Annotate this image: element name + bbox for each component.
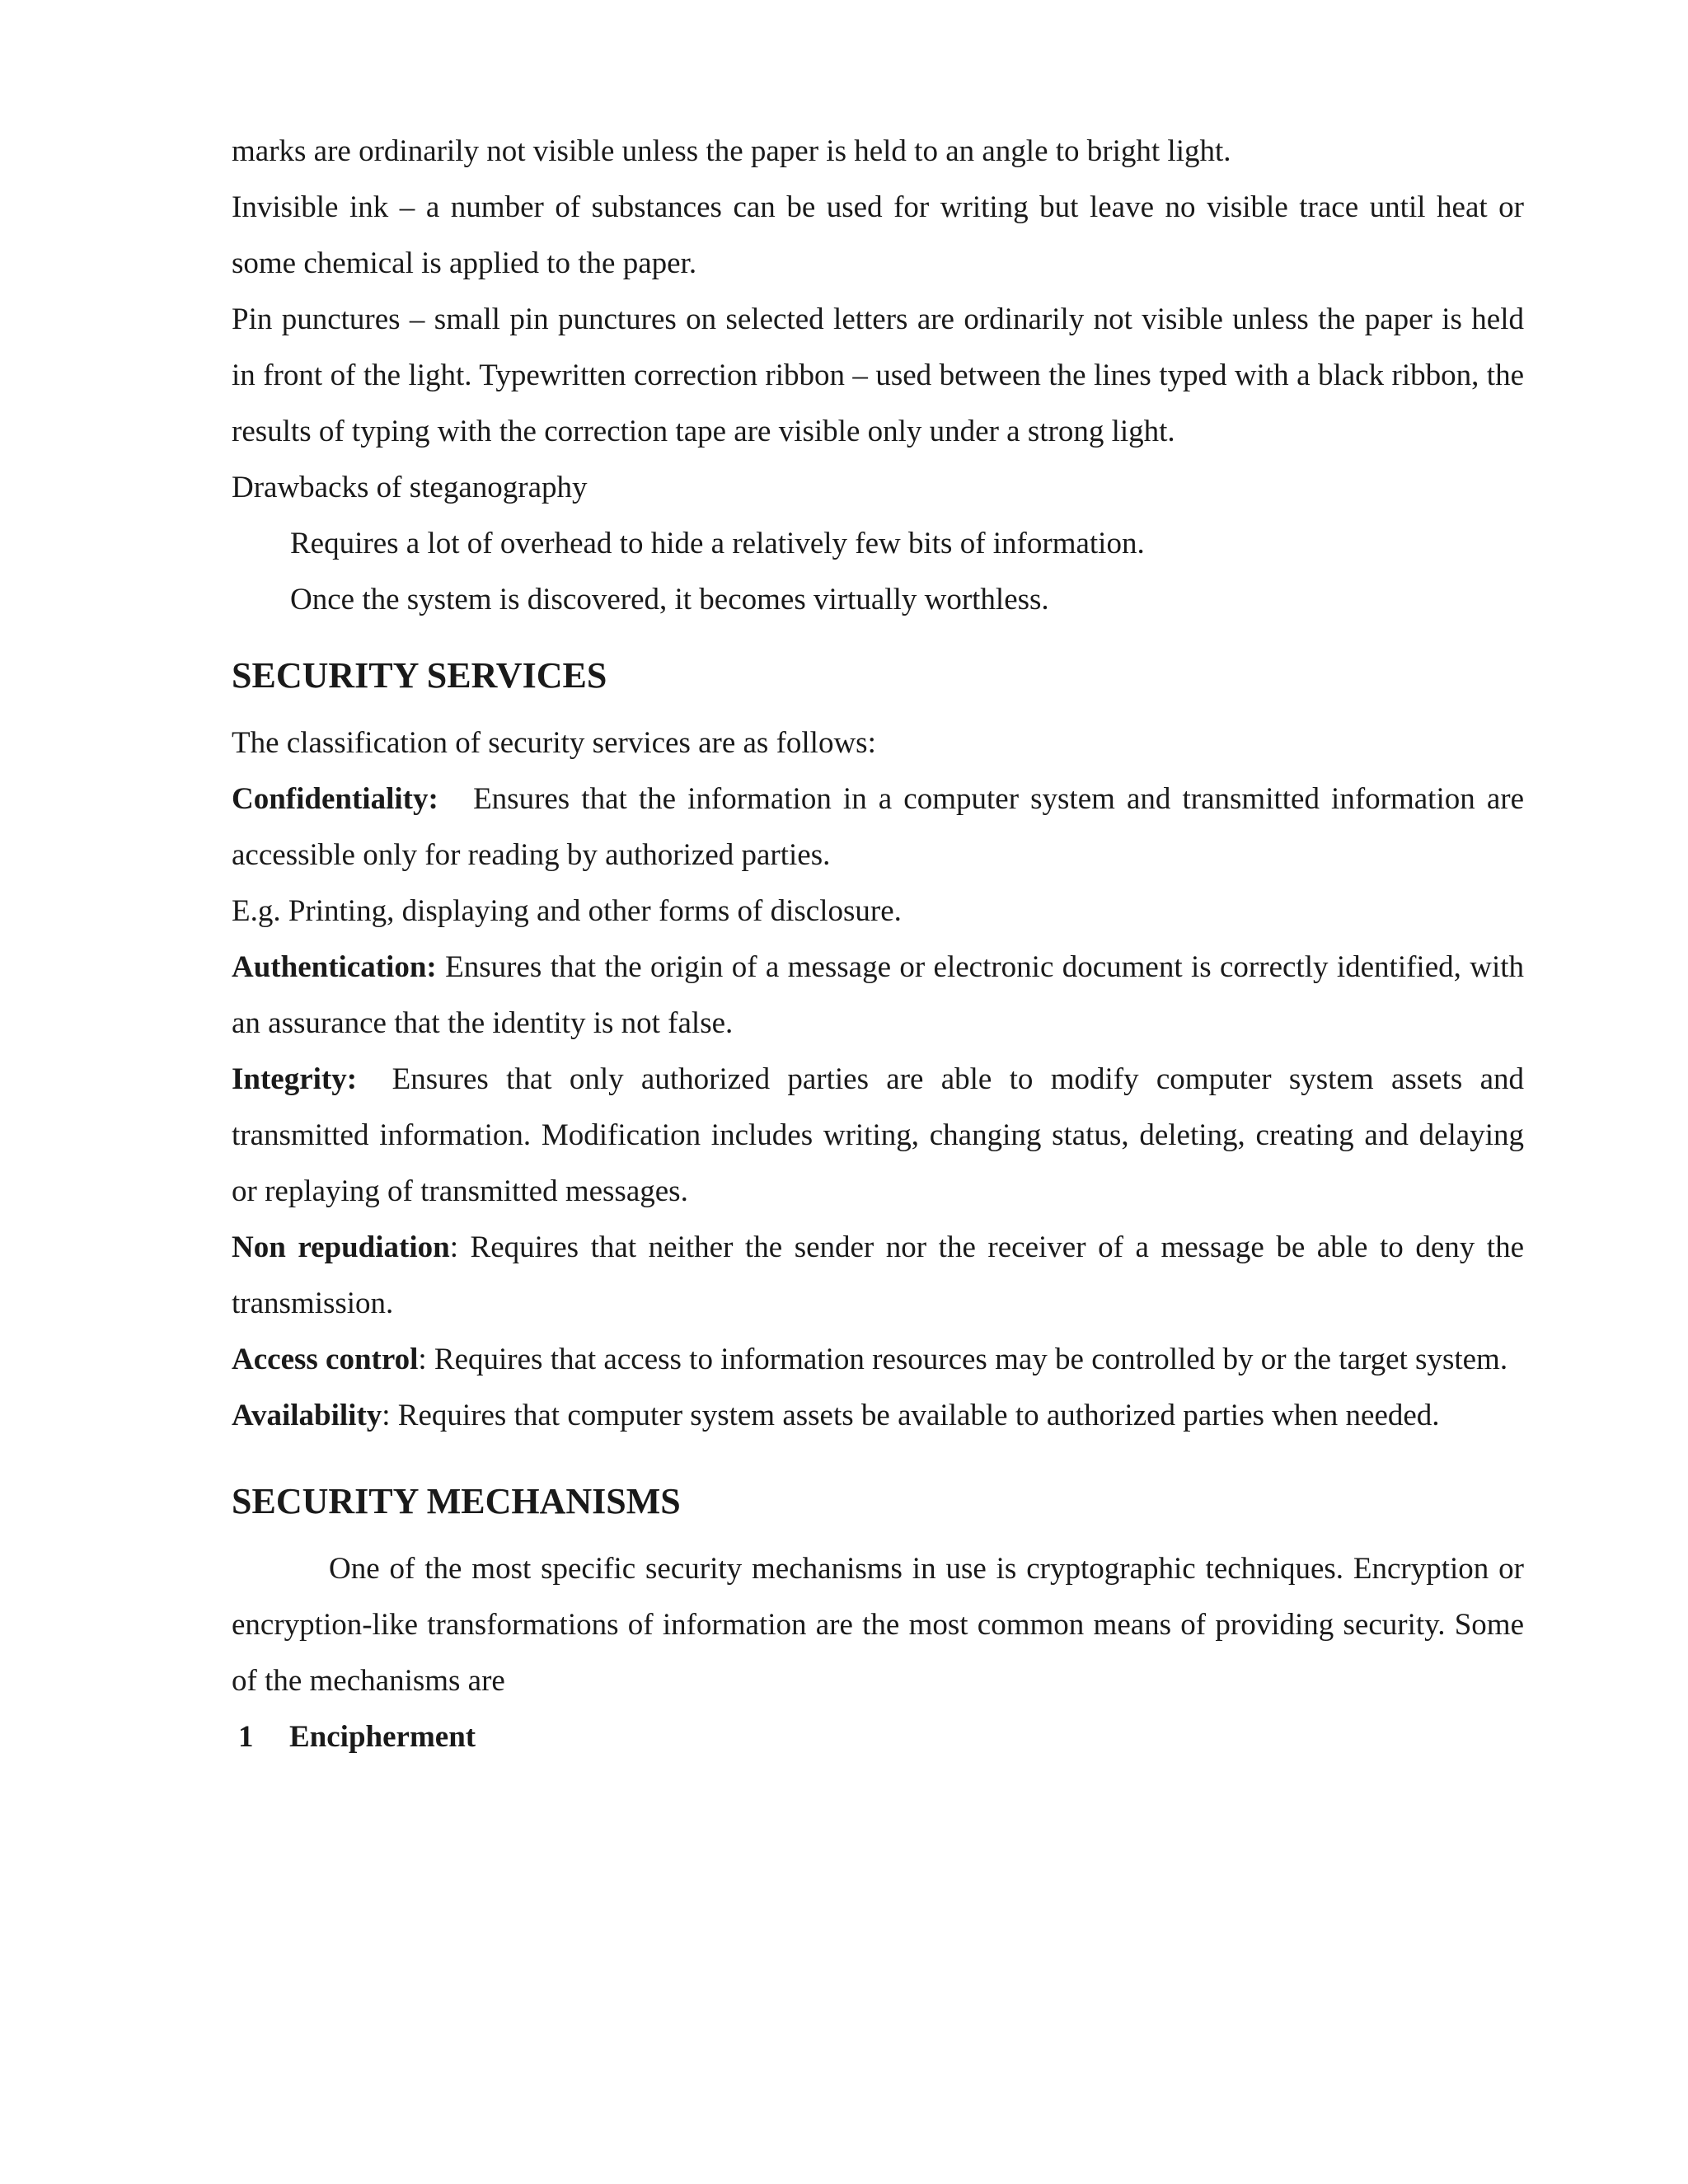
security-mechanisms-heading: SECURITY MECHANISMS <box>232 1481 681 1521</box>
list-label: Encipherment <box>289 1720 476 1754</box>
service-term: Non repudiation <box>232 1230 450 1264</box>
service-confidentiality <box>232 771 1524 883</box>
service-term: Access control <box>232 1343 419 1376</box>
document-page <box>232 124 1524 1765</box>
service-integrity <box>232 1052 1524 1220</box>
security-services-heading: SECURITY SERVICES <box>232 655 607 696</box>
service-term: Integrity: <box>232 1062 358 1096</box>
service-text: Ensures that only authorized parties are able to modify computer system assets and transmitted information. Modification includes writing, changing status, deleting, creating and delaying or replaying of transmitted messages. <box>232 1062 1524 1208</box>
drawback-item-1: Requires a lot of overhead to hide a relatively few bits of information. <box>290 527 1145 560</box>
service-non-repudiation <box>232 1220 1524 1332</box>
mechanism-list-item <box>232 1709 1524 1765</box>
service-text: Ensures that the information in a computer system and transmitted information are accessible only for reading by authorized parties. <box>232 782 1524 872</box>
service-availability <box>232 1388 1524 1444</box>
services-lead: The classification of security services are as follows: <box>232 726 876 760</box>
service-text: Ensures that the origin of a message or electronic document is correctly identified, with an assurance that the identity is not false. <box>232 950 1524 1040</box>
service-term: Availability <box>232 1399 382 1432</box>
service-text: : Requires that computer system assets be available to authorized parties when needed. <box>382 1399 1440 1432</box>
service-access-control <box>232 1332 1524 1388</box>
intro-paragraph-3: Pin punctures – small pin punctures on selected letters are ordinarily not visible unless the paper is held in front of the light. Typewritten correction ribbon – used between the lines typed with a black ribbon, the results of typing with the correction tape are visible only under a strong light. <box>232 302 1524 448</box>
service-example <box>232 883 1524 940</box>
service-text: E.g. Printing, displaying and other forms of disclosure. <box>232 894 902 928</box>
intro-paragraph-1: marks are ordinarily not visible unless the paper is held to an angle to bright light. <box>232 134 1231 168</box>
service-text: : Requires that access to information resources may be controlled by or the target system. <box>418 1343 1508 1376</box>
service-term: Authentication: <box>232 950 437 984</box>
service-term: Confidentiality: <box>232 782 438 816</box>
drawbacks-title: Drawbacks of steganography <box>232 471 588 504</box>
service-authentication <box>232 940 1524 1052</box>
mechanisms-paragraph: One of the most specific security mechanisms in use is cryptographic techniques. Encryption or encryption-like transformations of information are the most common means of providing security. Some of the mechanisms are <box>232 1552 1524 1698</box>
intro-paragraph-2: Invisible ink – a number of substances can be used for writing but leave no visible trace until heat or some chemical is applied to the paper. <box>232 190 1524 280</box>
list-number: 1 <box>238 1720 254 1754</box>
service-text: : Requires that neither the sender nor the receiver of a message be able to deny the transmission. <box>232 1230 1524 1320</box>
drawback-item-2: Once the system is discovered, it becomes virtually worthless. <box>290 583 1049 616</box>
